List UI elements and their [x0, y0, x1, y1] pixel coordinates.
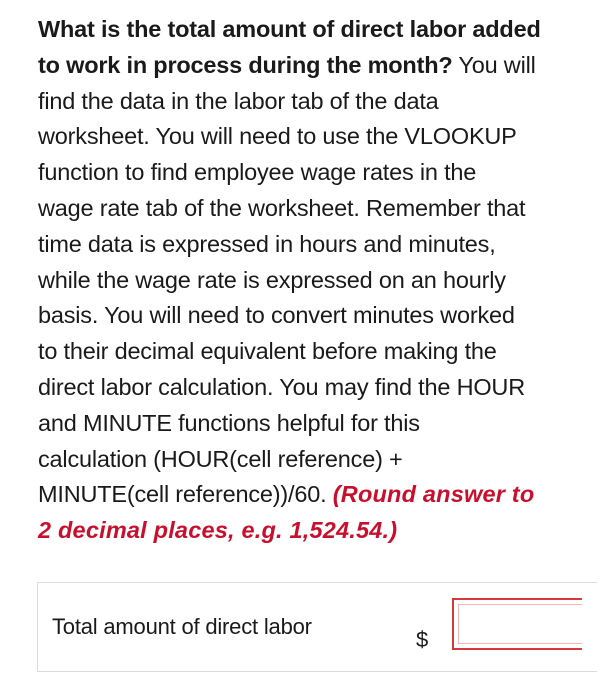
question-line-4: worksheet. You will need to use the VLOOKUP	[38, 123, 517, 150]
dollar-sign: $	[416, 627, 429, 652]
question-line-2	[38, 48, 586, 84]
question-line-13: calculation (HOUR(cell reference) +	[38, 445, 403, 472]
question-line-6: wage rate tab of the worksheet. Remember that	[38, 194, 526, 221]
question-line-11: direct labor calculation. You may find the HOUR	[38, 373, 525, 400]
question-heading-part-1: What is the total amount of direct labor added	[38, 16, 541, 42]
direct-labor-amount-input[interactable]	[452, 598, 582, 650]
question-line-12: and MINUTE functions helpful for this	[38, 409, 420, 436]
answer-row	[37, 582, 597, 672]
question-line-10: to their decimal equivalent before making the	[38, 338, 497, 365]
rounding-hint-part-1: (Round answer to	[332, 481, 535, 508]
question-line-3: find the data in the labor tab of the data	[38, 87, 439, 114]
question-body-part-1: You will	[452, 51, 536, 78]
question-line-5: function to find employee wage rates in the	[38, 159, 477, 186]
question-heading-part-2: to work in process during the month?	[38, 51, 453, 78]
question-line-7: time data is expressed in hours and minutes,	[38, 230, 496, 257]
rounding-hint-part-2: 2 decimal places, e.g. 1,524.54.)	[38, 517, 398, 544]
question-line-9: basis. You will need to convert minutes worked	[38, 302, 515, 329]
question-line-1	[38, 12, 586, 48]
question-text	[38, 12, 586, 549]
question-body-part-2: MINUTE(cell reference))/60.	[38, 481, 333, 508]
question-line-8: while the wage rate is expressed on an hourly	[38, 266, 506, 293]
question-line-14	[38, 477, 586, 513]
answer-label: Total amount of direct labor	[52, 614, 312, 639]
